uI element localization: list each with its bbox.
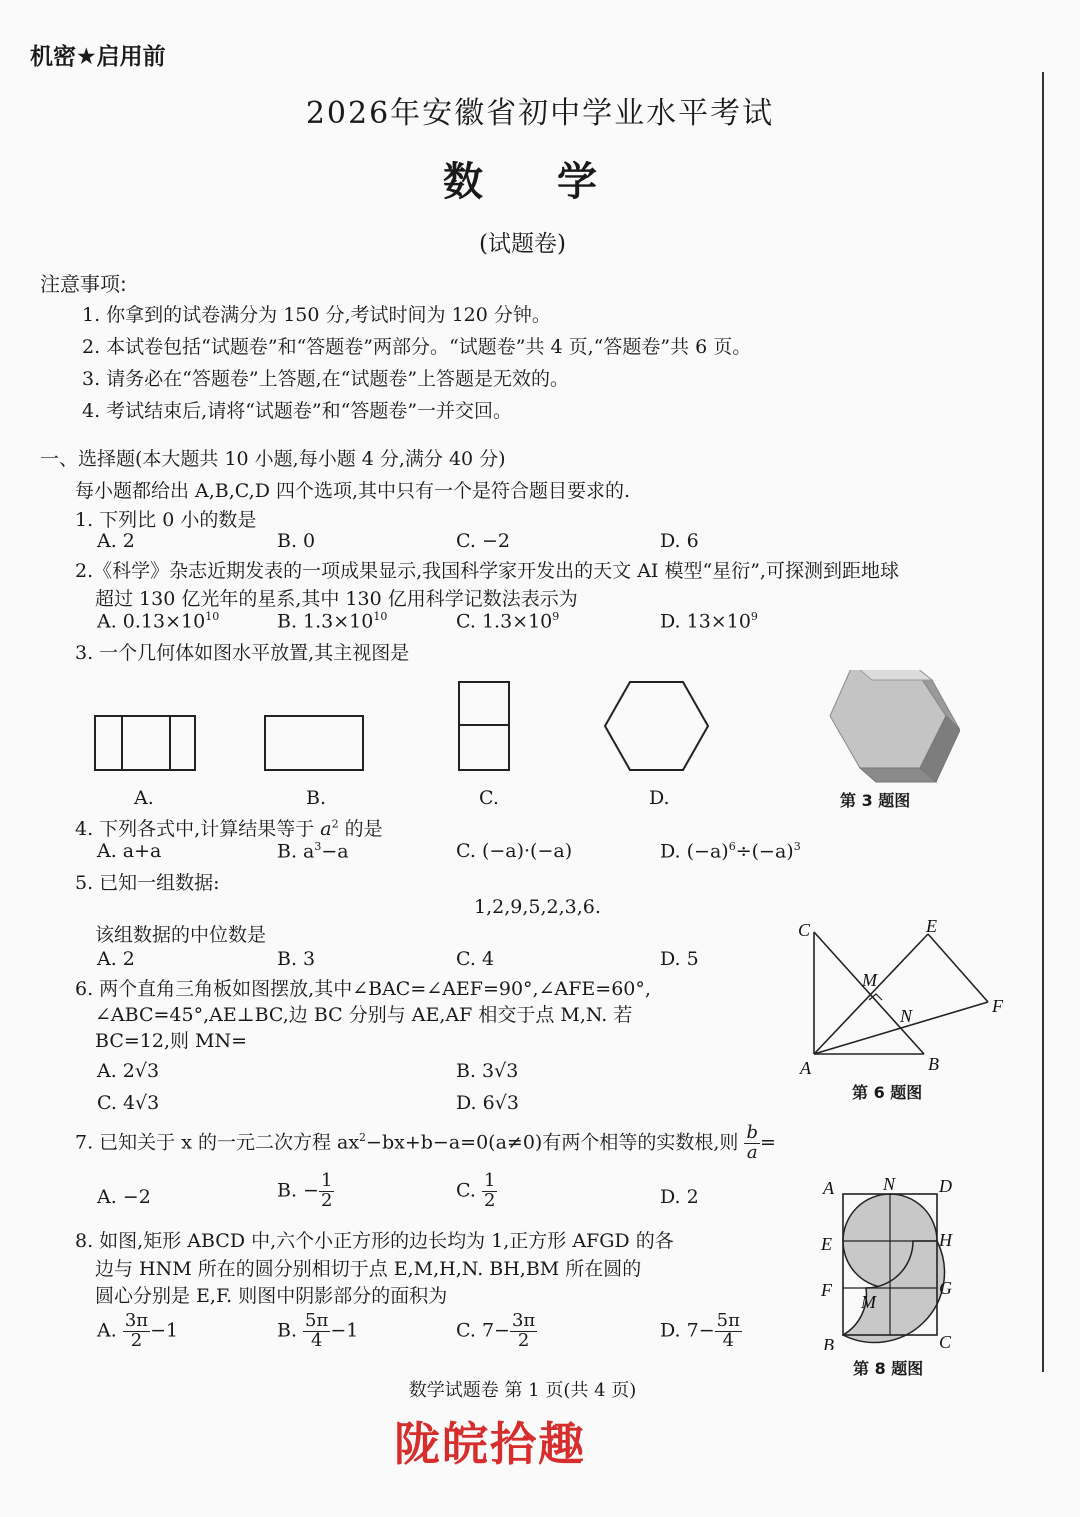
watermark-text: 陇皖拾趣 bbox=[394, 1417, 586, 1471]
q4-option-a: A. a+a bbox=[97, 840, 162, 862]
q6-stem-line2: ∠ABC=45°,AE⊥BC,边 BC 分别与 AE,AF 相交于点 M,N. 若 bbox=[95, 1004, 633, 1026]
q8-figure bbox=[815, 1170, 975, 1350]
q5-question: 该组数据的中位数是 bbox=[95, 924, 267, 946]
q8-stem-line1: 8. 如图,矩形 ABCD 中,六个小正方形的边长均为 1,正方形 AFGD 的各 bbox=[75, 1230, 674, 1252]
q6-figure bbox=[790, 912, 1020, 1082]
q8-point-n: N bbox=[883, 1174, 896, 1194]
q3-fig-d bbox=[605, 682, 708, 770]
q8-point-f: F bbox=[821, 1280, 832, 1300]
q7-option-b: B. − $\frac{1}{2}$ bbox=[277, 1170, 333, 1211]
q6-point-c: C bbox=[798, 920, 811, 940]
note-item-3: 3. 请务必在“答题卷”上答题,在“试题卷”上答题是无效的。 bbox=[82, 368, 570, 390]
q2-stem-line1: 2.《科学》杂志近期发表的一项成果显示,我国科学家开发出的天文 AI 模型“星衍”,可探测到距地球 bbox=[75, 560, 899, 582]
q4-stem: 4. 下列各式中,计算结果等于 $a^2$ 的是 bbox=[75, 817, 383, 840]
subject-title: 数 学 bbox=[443, 158, 597, 205]
q8-point-g: G bbox=[939, 1278, 952, 1298]
q8-caption: 第 8 题图 bbox=[853, 1359, 924, 1378]
q5-option-c: C. 4 bbox=[456, 948, 495, 970]
q3-figures bbox=[80, 670, 960, 810]
page-footer: 数学试题卷 第 1 页(共 4 页) bbox=[408, 1380, 637, 1401]
note-item-1: 1. 你拿到的试卷满分为 150 分,考试时间为 120 分钟。 bbox=[82, 304, 551, 326]
q8-point-a: A bbox=[823, 1178, 834, 1198]
q8-point-c: C bbox=[939, 1332, 952, 1350]
q6-point-f: F bbox=[992, 996, 1003, 1016]
q6-point-a: A bbox=[800, 1058, 811, 1078]
q8-point-h: H bbox=[939, 1230, 952, 1250]
q3-label-a: A. bbox=[134, 787, 154, 809]
q1-stem: 1. 下列比 0 小的数是 bbox=[75, 509, 257, 531]
q8-option-a: A. $\frac{3\pi}{2}$ −1 bbox=[97, 1310, 179, 1351]
q3-label-c: C. bbox=[479, 787, 499, 809]
q3-label-d: D. bbox=[649, 787, 670, 809]
q7-option-d: D. 2 bbox=[660, 1186, 699, 1208]
q6-option-c: C. 4√3 bbox=[97, 1092, 160, 1114]
q5-option-d: D. 5 bbox=[660, 948, 699, 970]
q6-stem-line1: 6. 两个直角三角板如图摆放,其中∠BAC=∠AEF=90°,∠AFE=60°, bbox=[75, 978, 651, 1000]
q2-option-b: B. $1.3\times 10^{10}$ bbox=[277, 610, 388, 633]
q8-stem-line2: 边与 HNM 所在的圆分别相切于点 E,M,H,N. BH,BM 所在圆的 bbox=[95, 1258, 642, 1280]
q4-option-c: C. (−a)·(−a) bbox=[456, 840, 573, 862]
q3-fig-a bbox=[95, 716, 195, 770]
q5-option-b: B. 3 bbox=[277, 948, 316, 970]
notes-heading: 注意事项: bbox=[40, 272, 127, 296]
q5-data: 1,2,9,5,2,3,6. bbox=[474, 896, 601, 918]
q8-point-b: B bbox=[823, 1335, 834, 1350]
q6-stem-line3: BC=12,则 MN= bbox=[95, 1030, 248, 1052]
q4-option-b: B. $a^3-a$ bbox=[277, 840, 349, 863]
section-intro: 每小题都给出 A,B,C,D 四个选项,其中只有一个是符合题目要求的. bbox=[75, 480, 631, 502]
q6-option-b: B. 3√3 bbox=[456, 1060, 519, 1082]
note-item-2: 2. 本试卷包括“试题卷”和“答题卷”两部分。“试题卷”共 4 页,“答题卷”共 6 页。 bbox=[82, 336, 752, 358]
q6-option-a: A. 2√3 bbox=[97, 1060, 160, 1082]
q6-caption: 第 6 题图 bbox=[852, 1083, 923, 1102]
q6-point-m: M bbox=[862, 970, 877, 990]
q8-point-d: D bbox=[939, 1176, 952, 1196]
q8-option-b: B. $\frac{5\pi}{4}$ −1 bbox=[277, 1310, 359, 1351]
q6-point-e: E bbox=[926, 916, 937, 936]
q6-point-n: N bbox=[900, 1006, 913, 1026]
q3-fig-b bbox=[265, 716, 363, 770]
confidential-label: 机密★启用前 bbox=[30, 44, 166, 70]
q1-option-d: D. 6 bbox=[660, 530, 699, 552]
q5-stem: 5. 已知一组数据: bbox=[75, 872, 220, 894]
page-border-line bbox=[1042, 72, 1044, 1372]
q3-stem: 3. 一个几何体如图水平放置,其主视图是 bbox=[75, 642, 410, 664]
exam-title: 2026年安徽省初中学业水平考试 bbox=[305, 96, 775, 131]
q2-stem-line2: 超过 130 亿光年的星系,其中 130 亿用科学记数法表示为 bbox=[95, 588, 578, 610]
q3-fig-c bbox=[459, 682, 509, 770]
q2-option-a: A. $0.13\times 10^{10}$ bbox=[97, 610, 220, 633]
q7-option-a: A. −2 bbox=[97, 1186, 151, 1208]
q3-caption: 第 3 题图 bbox=[840, 791, 911, 810]
q8-point-m: M bbox=[861, 1292, 876, 1312]
q1-option-b: B. 0 bbox=[277, 530, 316, 552]
q8-stem-line3: 圆心分别是 E,F. 则图中阴影部分的面积为 bbox=[95, 1285, 448, 1307]
section-heading: 一、选择题(本大题共 10 小题,每小题 4 分,满分 40 分) bbox=[40, 448, 506, 470]
q7-option-c: C. $\frac{1}{2}$ bbox=[456, 1170, 496, 1211]
q4-option-d: D. $(-a)^6\div(-a)^3$ bbox=[660, 840, 801, 863]
q8-point-e: E bbox=[821, 1234, 832, 1254]
q2-option-d: D. $13\times 10^9$ bbox=[660, 610, 758, 633]
q3-label-b: B. bbox=[306, 787, 327, 809]
note-item-4: 4. 考试结束后,请将“试题卷”和“答题卷”一并交回。 bbox=[82, 400, 513, 422]
paper-label: (试题卷) bbox=[479, 231, 566, 257]
q6-option-d: D. 6√3 bbox=[456, 1092, 519, 1114]
q6-point-b: B bbox=[928, 1054, 939, 1074]
q1-option-c: C. −2 bbox=[456, 530, 510, 552]
q8-option-d: D. 7− $\frac{5\pi}{4}$ bbox=[660, 1310, 740, 1351]
q2-option-c: C. $1.3\times 10^9$ bbox=[456, 610, 560, 633]
q1-option-a: A. 2 bbox=[97, 530, 135, 552]
q7-stem: 7. 已知关于 x 的一元二次方程 $ax^2-bx+b-a=0(a\ne 0)$有两个相等的实数根,则 $\frac{b}{a}$ = bbox=[75, 1122, 776, 1163]
q5-option-a: A. 2 bbox=[97, 948, 135, 970]
q8-option-c: C. 7− $\frac{3\pi}{2}$ bbox=[456, 1310, 536, 1351]
q3-fig-solid bbox=[830, 670, 960, 782]
